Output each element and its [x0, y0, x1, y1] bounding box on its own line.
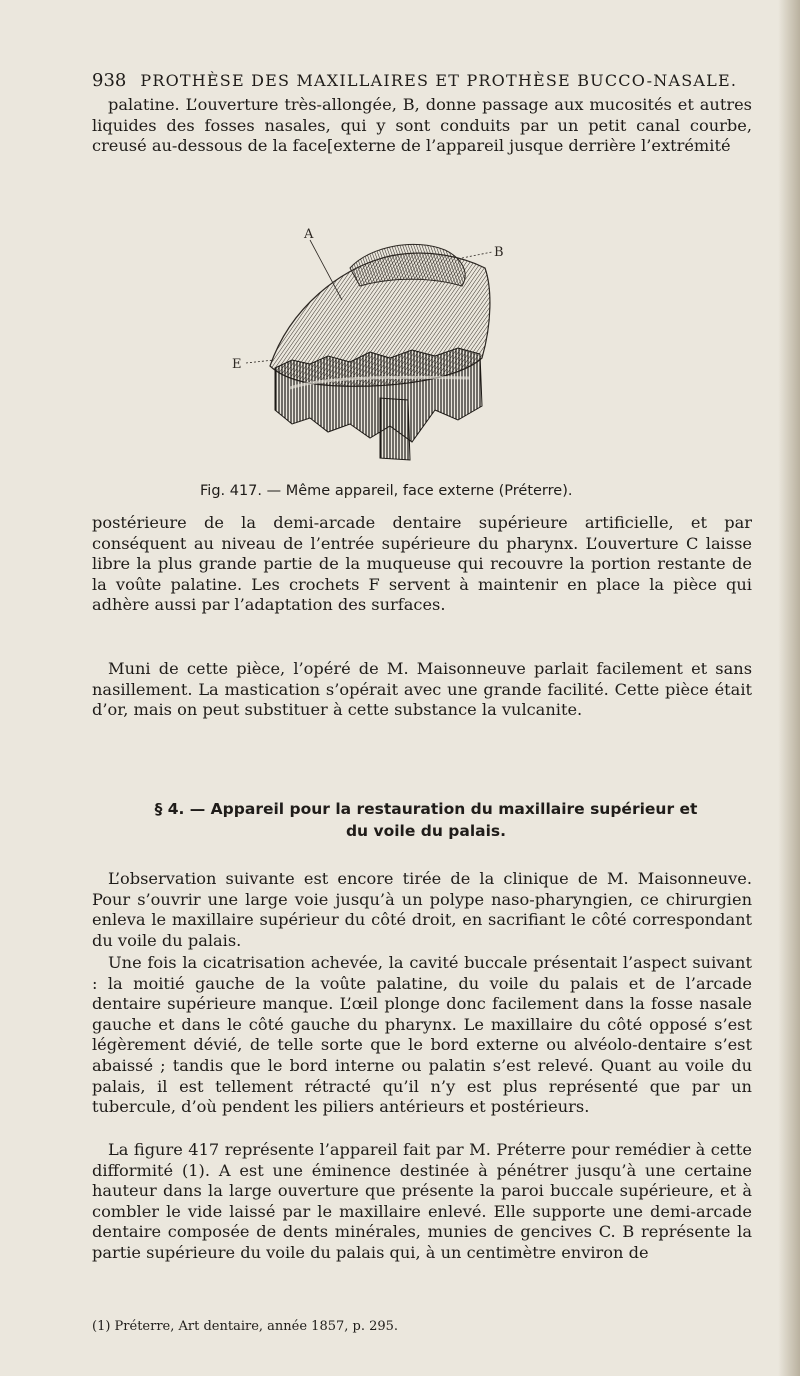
figure-label-a: A [304, 228, 314, 242]
running-title: PROTHÈSE DES MAXILLAIRES ET PROTHÈSE BUCCO-NASALE. [140, 71, 738, 90]
figure-417 [230, 228, 530, 470]
section-heading [92, 798, 760, 842]
page-edge-shadow [778, 0, 800, 1376]
running-header [92, 70, 738, 91]
section-heading-line-2: du voile du palais. [345, 822, 507, 840]
paragraph-4: L’observation suivante est encore tirée de la clinique de M. Maisonneuve. Pour s’ouvrir une large voie jusqu’à un polype naso-pharyngien, ce chirurgien enleva le maxillaire supérieur du côté droit, en sacrifiant le côté correspondant du voile du palais. [92, 869, 752, 950]
paragraph-3: Muni de cette pièce, l’opéré de M. Maisonneuve parlait facilement et sans nasillement. La mastication s’opérait avec une grande facilité. Cette pièce était d’or, mais on peut substituer à cette substance la vulcanite. [92, 659, 752, 720]
section-heading-line-1: § 4. — Appareil pour la restauration du maxillaire supérieur et [154, 800, 698, 818]
paragraph-2: postérieure de la demi-arcade dentaire supérieure artificielle, et par conséquent au niveau de l’entrée supérieure du pharynx. L’ouverture C laisse libre la plus grande partie de la muqueuse qui recouvre la portion restante de la voûte palatine. Les crochets F servent à maintenir en place la pièce qui adhère aussi par l’adaptation des surfaces. [92, 513, 752, 615]
figure-label-b: B [494, 245, 504, 260]
figure-caption: Fig. 417. — Même appareil, face externe (Préterre). [200, 483, 573, 499]
footnote: (1) Préterre, Art dentaire, année 1857, p. 295. [92, 1319, 399, 1334]
page-number: 938 [92, 70, 127, 91]
dental-appliance-engraving [230, 228, 530, 470]
paragraph-6: La figure 417 représente l’appareil fait par M. Préterre pour remédier à cette difformité (1). A est une éminence destinée à pénétrer jusqu’à une certaine hauteur dans la large ouverture que présente la paroi buccale supérieure, et à combler le vide laissé par le maxillaire enlevé. Elle supporte une demi-arcade dentaire composée de dents minérales, munies de gencives C. B représente la partie supérieure du voile du palais qui, à un centimètre environ de [92, 1140, 752, 1262]
figure-label-e: E [232, 357, 242, 372]
paragraph-1: palatine. L’ouverture très-allongée, B, donne passage aux mucosités et autres liquides des fosses nasales, qui y sont conduits par un petit canal courbe, creusé au-dessous de la face[externe de l’appareil jusque derrière l’extrémité [92, 95, 752, 156]
paragraph-5: Une fois la cicatrisation achevée, la cavité buccale présentait l’aspect suivant : la moitié gauche de la voûte palatine, du voile du palais et de l’arcade dentaire supérieure manque. L’œil plonge donc facilement dans la fosse nasale gauche et dans le côté gauche du pharynx. Le maxillaire du côté opposé s’est légèrement dévié, de telle sorte que le bord externe ou alvéolo-dentaire s’est abaissé ; tandis que le bord interne ou palatin s’est relevé. Quant au voile du palais, il est tellement rétracté qu’il n’y est plus représenté que par un tubercule, d’où pendent les piliers antérieurs et postérieurs. [92, 953, 752, 1117]
